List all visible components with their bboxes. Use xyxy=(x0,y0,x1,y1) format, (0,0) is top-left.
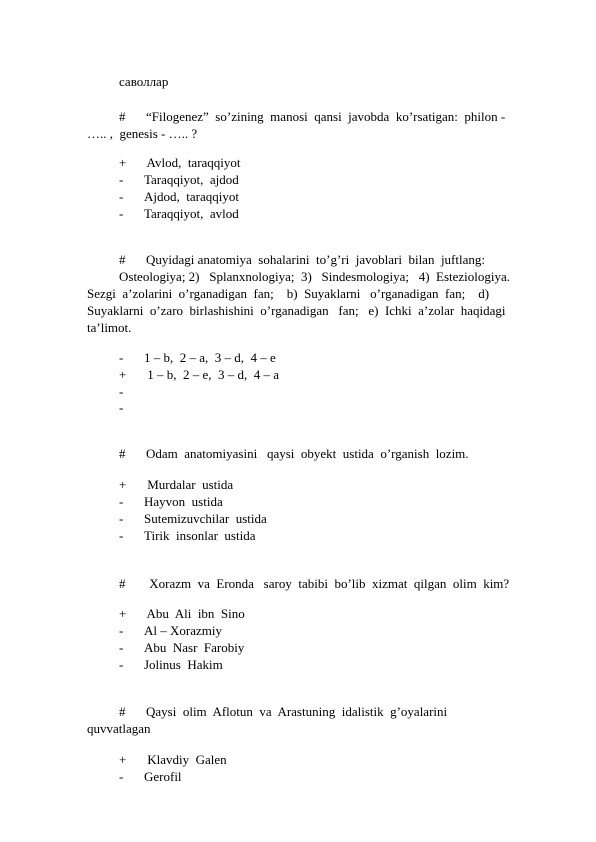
answer-mark: - xyxy=(119,350,124,365)
answer-mark: - xyxy=(119,189,124,204)
answer-mark: - xyxy=(119,657,124,672)
answer-mark: - xyxy=(119,623,124,638)
answer-option: Taraqqiyot, avlod xyxy=(144,206,239,221)
answer-option: Abu Nasr Farobiy xyxy=(144,640,245,655)
question-text: Suyaklarni o’zaro birlashishini o’rganadigan fan; e) Ichki a’zolar haqidagi xyxy=(87,303,506,318)
correct-answer-mark: + xyxy=(119,606,127,621)
question-text: Odam anatomiyasini qaysi obyekt ustida o’rganish lozim. xyxy=(133,446,469,461)
answer-mark: - xyxy=(119,172,124,187)
correct-answer-mark: + xyxy=(119,367,127,382)
answer-option: Jolinus Hakim xyxy=(144,657,223,672)
answer-mark: - xyxy=(119,384,124,399)
question-marker: # xyxy=(119,576,126,591)
correct-answer-mark: + xyxy=(119,752,127,767)
question-text: Qaysi olim Aflotun va Arastuning idalistik g’oyalarini xyxy=(133,704,448,719)
answer-option: Tirik insonlar ustida xyxy=(144,528,256,543)
correct-answer-mark: + xyxy=(119,477,127,492)
correct-answer-mark: + xyxy=(119,155,127,170)
answer-option: Avlod, taraqqiyot xyxy=(144,155,241,170)
question-marker: # xyxy=(119,704,126,719)
answer-option: 1 – b, 2 – a, 3 – d, 4 – e xyxy=(144,350,276,365)
answer-option: Al – Xorazmiy xyxy=(144,623,222,638)
answer-option: Taraqqiyot, ajdod xyxy=(144,172,239,187)
section-header: саволлар xyxy=(119,74,169,89)
question-text: “Filogenez” so’zining manosi qansi javobda ko’rsatigan: philon - xyxy=(133,109,506,124)
answer-option: Ajdod, taraqqiyot xyxy=(144,189,239,204)
answer-option: Sutemizuvchilar ustida xyxy=(144,511,267,526)
answer-option: Klavdiy Galen xyxy=(144,752,227,767)
answer-mark: - xyxy=(119,640,124,655)
question-text: Osteologiya; 2) Splanxnologiya; 3) Sindesmologiya; 4) Esteziologiya. xyxy=(119,269,511,284)
answer-mark: - xyxy=(119,400,124,415)
answer-option: Hayvon ustida xyxy=(144,494,223,509)
answer-option: Gerofil xyxy=(144,769,182,784)
answer-mark: - xyxy=(119,494,124,509)
answer-option: Abu Ali ibn Sino xyxy=(144,606,245,621)
question-text: Sezgi a’zolarini o’rganadigan fan; b) Suyaklarni o’rganadigan fan; d) xyxy=(87,286,490,301)
question-text: Quyidagi anatomiya sohalarini to’g’ri javoblari bilan juftlang: xyxy=(133,252,485,267)
answer-option: 1 – b, 2 – e, 3 – d, 4 – a xyxy=(144,367,280,382)
answer-mark: - xyxy=(119,511,124,526)
question-marker: # xyxy=(119,252,126,267)
question-text: Xorazm va Eronda saroy tabibi bo’lib xizmat qilgan olim kim? xyxy=(133,576,510,591)
question-marker: # xyxy=(119,446,126,461)
answer-mark: - xyxy=(119,769,124,784)
question-text: ….. , genesis - ….. ? xyxy=(87,126,198,141)
answer-mark: - xyxy=(119,528,124,543)
question-marker: # xyxy=(119,109,126,124)
question-text: ta’limot. xyxy=(87,320,132,335)
answer-option: Murdalar ustida xyxy=(144,477,234,492)
answer-mark: - xyxy=(119,206,124,221)
question-text: quvvatlagan xyxy=(87,721,151,736)
